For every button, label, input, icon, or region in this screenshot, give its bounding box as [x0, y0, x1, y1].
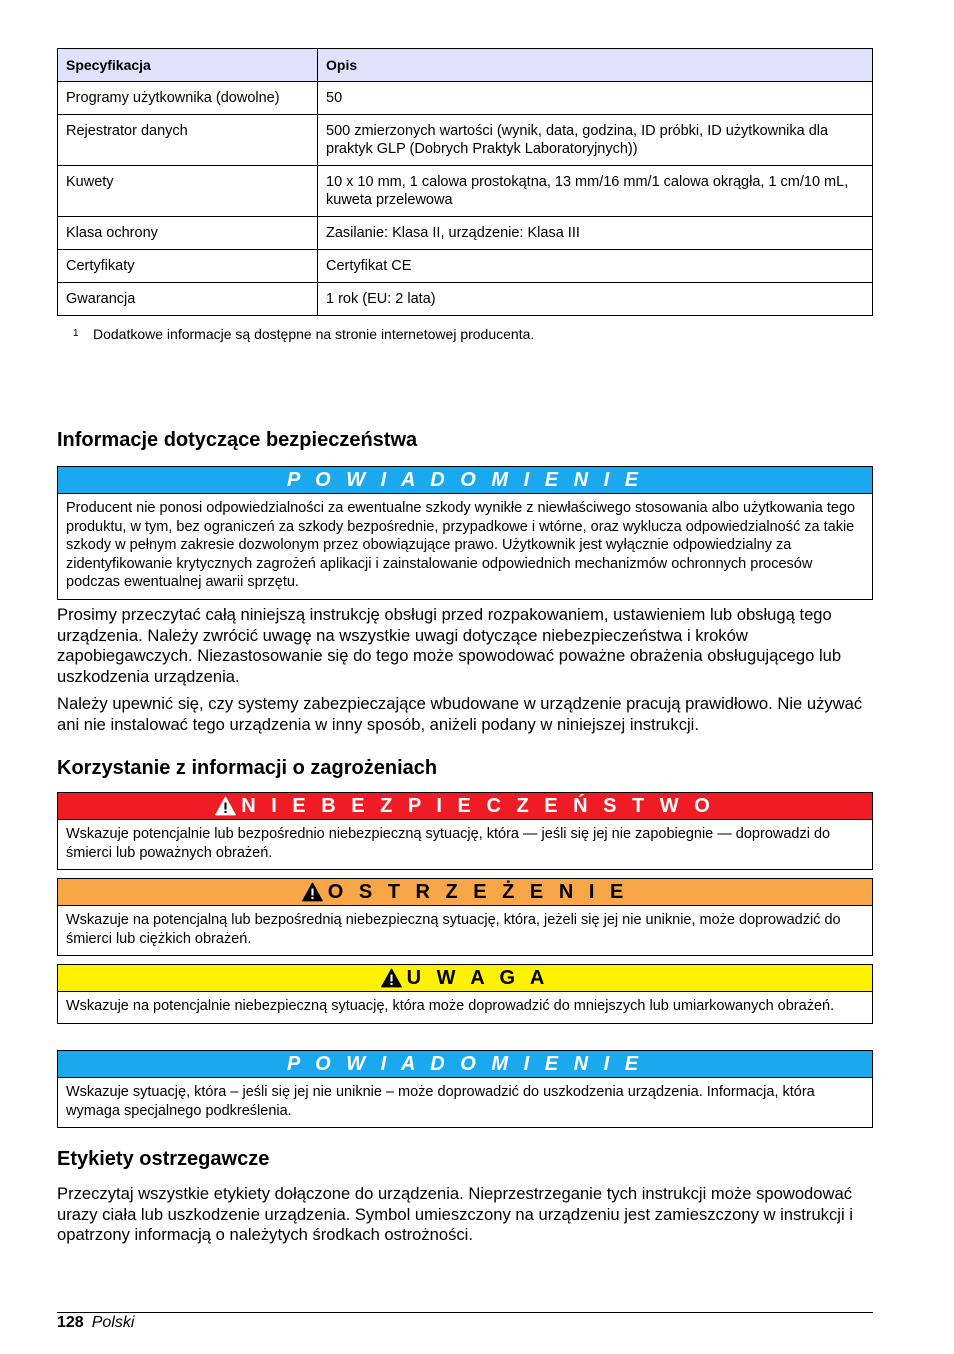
page-footer — [57, 1313, 134, 1333]
page-number: 128 — [57, 1314, 84, 1331]
danger-text: Wskazuje potencjalnie lub bezpośrednio niebezpieczną sytuację, która — jeśli się jej nie zapobiegnie — doprowadzi do śmierci lub poważnych obrażeń. — [66, 826, 831, 861]
table-cell: 1 rok (EU: 2 lata) — [318, 283, 873, 316]
table-row — [58, 250, 873, 283]
table-cell: Gwarancja — [58, 283, 318, 316]
heading-safety-information: Informacje dotyczące bezpieczeństwa — [57, 429, 418, 451]
table-header-cell: Specyfikacja — [58, 49, 318, 82]
labels-paragraph: Przeczytaj wszystkie etykiety dołączone do urządzenia. Nieprzestrzeganie tych instrukcji może spowodować urazy ciała lub uszkodzenie urządzenia. Symbol umieszczony na urządzeniu jest zamieszczony w instrukcji i opatrzony informacją o należytych środkach ostrożności. — [57, 1184, 853, 1244]
warning-text: Wskazuje na potencjalną lub bezpośrednią niebezpieczną sytuację, która, jeżeli się jej nie uniknie, może doprowadzić do śmierci lub ciężkich obrażeń. — [66, 912, 841, 947]
danger-label: N I E B E Z P I E C Z E Ń S T W O — [241, 794, 715, 817]
table-header-cell: Opis — [318, 49, 873, 82]
notice-label: P O W I A D O M I E N I E — [58, 1051, 872, 1078]
table-cell: Certyfikaty — [58, 250, 318, 283]
notice-box-safety — [57, 466, 873, 600]
safety-paragraph-1: Prosimy przeczytać całą niniejszą instrukcję obsługi przed rozpakowaniem, ustawieniem lub obsługą tego urządzenia. Należy zwrócić uwagę na wszystkie uwagi dotyczące niebezpieczeństwa i kroków zapobiegawczych. Niezastosowanie się do tego może spowodować poważne obrażenia obsługującego lub uszkodzenia urządzenia. — [57, 605, 842, 686]
table-row — [58, 166, 873, 217]
danger-box — [57, 792, 873, 870]
table-row — [58, 82, 873, 115]
warning-triangle-icon — [215, 796, 236, 816]
table-cell: Programy użytkownika (dowolne) — [58, 82, 318, 115]
caution-text: Wskazuje na potencjalnie niebezpieczną sytuację, która może doprowadzić do mniejszych lub umiarkowanych obrażeń. — [66, 998, 835, 1014]
table-header-row — [58, 49, 873, 82]
footer-divider — [57, 1312, 873, 1313]
heading-hazard-information: Korzystanie z informacji o zagrożeniach — [57, 757, 438, 779]
warning-triangle-icon — [302, 882, 323, 902]
notice-text: Producent nie ponosi odpowiedzialności za ewentualne szkody wynikłe z niewłaściwego stosowania albo użytkowania tego produktu, w tym, bez ograniczeń za szkody bezpośrednie, przypadkowe i wtórne, oraz wyklucza odpowiedzialność za takie szkody w pełnym zakresie dozwolonym przez obowiązujące prawo. Użytkownik jest wyłącznie odpowiedzialny za zidentyfikowanie krytycznych zagrożeń aplikacji i zainstalowanie odpowiednich mechanizmów ochronnych procesów podczas ewentualnej awarii sprzętu. — [66, 500, 856, 590]
notice-box-hazard — [57, 1050, 873, 1128]
caution-label: U W A G A — [406, 966, 550, 989]
footer-language: Polski — [91, 1314, 135, 1331]
table-row — [58, 217, 873, 250]
table-cell: Certyfikat CE — [318, 250, 873, 283]
notice-label: P O W I A D O M I E N I E — [58, 467, 872, 494]
table-row — [58, 115, 873, 166]
heading-warning-labels: Etykiety ostrzegawcze — [57, 1148, 270, 1170]
table-cell: Kuwety — [58, 166, 318, 217]
safety-paragraph-2: Należy upewnić się, czy systemy zabezpieczające wbudowane w urządzenie pracują prawidłowo. Nie używać ani nie instalować tego urządzenia w inny sposób, aniżeli podany w niniejszej instrukcji. — [57, 694, 863, 734]
warning-header — [58, 879, 872, 906]
table-cell: Zasilanie: Klasa II, urządzenie: Klasa III — [318, 217, 873, 250]
footnote-text: Dodatkowe informacje są dostępne na stronie internetowej producenta. — [93, 326, 535, 342]
table-row — [58, 283, 873, 316]
notice-text: Wskazuje sytuację, która – jeśli się jej nie uniknie – może doprowadzić do uszkodzenia urządzenia. Informacja, która wymaga specjalnego podkreślenia. — [66, 1084, 815, 1119]
danger-header — [58, 793, 872, 820]
footnote-marker: 1 — [73, 328, 79, 339]
table-cell: 500 zmierzonych wartości (wynik, data, godzina, ID próbki, ID użytkownika dla praktyk GLP (Dobrych Praktyk Laboratoryjnych)) — [318, 115, 873, 166]
warning-label: O S T R Z E Ż E N I E — [327, 880, 629, 903]
caution-header — [58, 965, 872, 992]
table-cell: Rejestrator danych — [58, 115, 318, 166]
table-cell: 50 — [318, 82, 873, 115]
table-cell: Klasa ochrony — [58, 217, 318, 250]
spec-table — [57, 48, 873, 316]
caution-box — [57, 964, 873, 1024]
warning-triangle-icon — [381, 968, 402, 988]
table-cell: 10 x 10 mm, 1 calowa prostokątna, 13 mm/16 mm/1 calowa okrągła, 1 cm/10 mL, kuweta przelewowa — [318, 166, 873, 217]
warning-box — [57, 878, 873, 956]
footnote — [73, 325, 534, 343]
